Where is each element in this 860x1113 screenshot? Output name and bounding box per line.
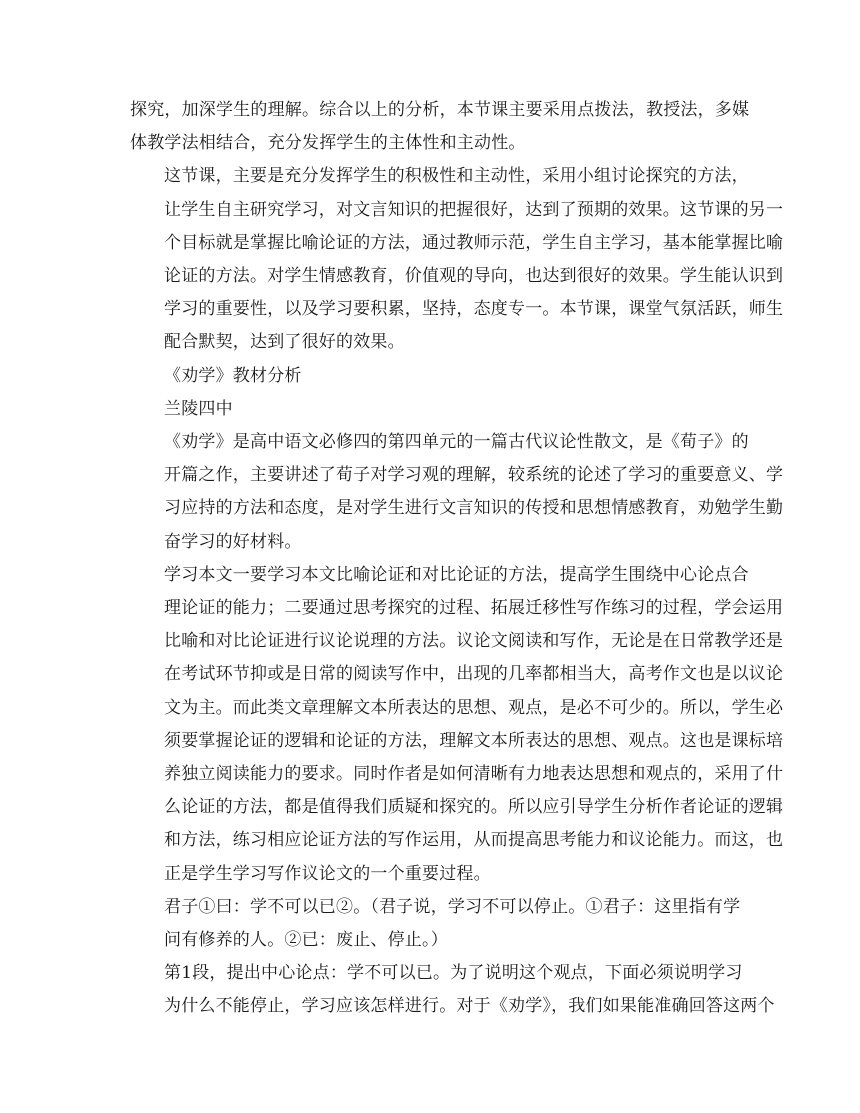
paragraph-p5 bbox=[130, 426, 784, 559]
paragraph-p4 bbox=[130, 393, 736, 426]
text-line: 论证的方法。对学生情感教育，价值观的导向，也达到很好的效果。学生能认识到 bbox=[164, 266, 784, 287]
paragraph-p1 bbox=[130, 94, 750, 160]
paragraph-p2 bbox=[130, 160, 784, 359]
text-line: 比喻和对比论证进行议论说理的方法。议论文阅读和写作，无论是在日常教学还是 bbox=[164, 631, 784, 652]
text-line: 学习的重要性，以及学习要积累，坚持，态度专一。本节课，课堂气氛活跃，师生 bbox=[164, 299, 784, 320]
text-line: 奋学习的好材料。 bbox=[164, 531, 302, 552]
text-line: 《劝学》是高中语文必修四的第四单元的一篇古代议论性散文，是《荀子》的 bbox=[164, 432, 749, 453]
text-line: 探究，加深学生的理解。综合以上的分析，本节课主要采用点拨法，教授法，多媒 bbox=[130, 100, 750, 120]
text-line: 养独立阅读能力的要求。同时作者是如何清晰有力地表达思想和观点的，采用了什 bbox=[164, 764, 784, 785]
paragraph-p6 bbox=[130, 559, 784, 891]
paragraph-p8 bbox=[130, 957, 775, 1023]
text-line: 在考试环节抑或是日常的阅读写作中，出现的几率都相当大，高考作文也是以议论 bbox=[164, 664, 784, 685]
paragraph-p3 bbox=[130, 360, 736, 393]
text-line: 第1段，提出中心论点：学不可以已。为了说明这个观点，下面必须说明学习 bbox=[164, 963, 743, 984]
text-line: 这节课，主要是充分发挥学生的积极性和主动性，采用小组讨论探究的方法， bbox=[164, 166, 749, 187]
text-line: 正是学生学习写作议论文的一个重要过程。 bbox=[164, 863, 491, 884]
text-line: 学习本文一要学习本文比喻论证和对比论证的方法，提高学生围绕中心论点合 bbox=[164, 564, 749, 585]
text-line: 配合默契，达到了很好的效果。 bbox=[164, 332, 405, 353]
text-line: 个目标就是掌握比喻论证的方法，通过教师示范，学生自主学习，基本能掌握比喻 bbox=[164, 232, 784, 253]
paragraph-p7 bbox=[130, 891, 741, 957]
text-line: 么论证的方法，都是值得我们质疑和探究的。所以应引导学生分析作者论证的逻辑 bbox=[164, 797, 784, 818]
text-line: 和方法，练习相应论证方法的写作运用，从而提高思考能力和议论能力。而这，也 bbox=[164, 830, 784, 851]
text-line: 君子①曰：学不可以已②。（君子说，学习不可以停止。①君子：这里指有学 bbox=[164, 896, 741, 917]
text-line: 让学生自主研究学习，对文言知识的把握很好，达到了预期的效果。这节课的另一 bbox=[164, 199, 784, 220]
text-line: 兰陵四中 bbox=[164, 398, 233, 419]
text-line: 开篇之作，主要讲述了荀子对学习观的理解，较系统的论述了学习的重要意义、学 bbox=[164, 465, 784, 486]
text-line: 体教学法相结合，充分发挥学生的主体性和主动性。 bbox=[130, 133, 526, 154]
text-line: 理论证的能力；二要通过思考探究的过程、拓展迁移性写作练习的过程，学会运用 bbox=[164, 598, 784, 619]
text-line: 为什么不能停止，学习应该怎样进行。对于《劝学》，我们如果能准确回答这两个 bbox=[164, 996, 775, 1017]
text-line: 文为主。而此类文章理解文本所表达的思想、观点，是必不可少的。所以，学生必 bbox=[164, 697, 784, 718]
document-body bbox=[130, 94, 784, 1024]
text-line: 问有修养的人。②已：废止、停止。） bbox=[164, 930, 448, 951]
text-line: 须要掌握论证的逻辑和论证的方法，理解文本所表达的思想、观点。这也是课标培 bbox=[164, 730, 784, 751]
text-line: 习应持的方法和态度，是对学生进行文言知识的传授和思想情感教育，劝勉学生勤 bbox=[164, 498, 784, 519]
text-line: 《劝学》教材分析 bbox=[164, 365, 302, 386]
